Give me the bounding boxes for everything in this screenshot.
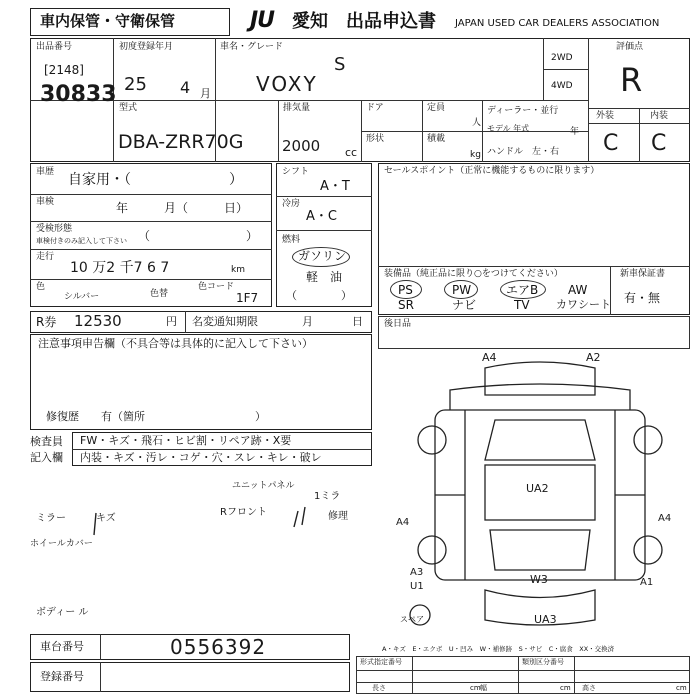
drive-4wd: 4WD (551, 81, 573, 91)
cm-unit-2: cm (560, 684, 571, 692)
hood-outline (450, 384, 630, 410)
tax-month: 月 (302, 315, 313, 328)
chassis-label: 車台番号 (40, 640, 84, 653)
mileage-label: 走行 (36, 252, 55, 262)
tax-day: 日 (352, 315, 363, 328)
shift-label: シフト (282, 167, 310, 177)
hw-note-scratch: キズ (96, 513, 116, 524)
color-value: シルバー (64, 292, 100, 302)
first-reg-label: 初度登録年月 (119, 42, 174, 52)
registration-label: 登録番号 (40, 670, 84, 683)
body-outline (435, 410, 645, 580)
lot-label: 出品番号 (36, 42, 73, 52)
hw-strokes (80, 505, 380, 555)
entry-label: 記入欄 (30, 451, 63, 464)
dmg-mark-a4-top: A4 (482, 351, 497, 364)
capacity-unit: 人 (472, 118, 482, 128)
height-label: 高さ (582, 684, 596, 692)
equipment-label: 装備品（純正品に限り○をつけてください） (384, 269, 563, 279)
hw-note-wheelcover: ホイールカバー (30, 539, 93, 549)
windshield-outline (485, 420, 595, 460)
equip-airbag: エアB (506, 283, 539, 297)
circle-ps (390, 280, 422, 299)
equip-seat: カワシート (556, 298, 611, 311)
dmg-mark-ua2: UA2 (526, 482, 549, 495)
fuel-diesel: 軽 油 (306, 270, 343, 284)
repair-label: 修復歴 有（箇所 ） (46, 410, 266, 423)
wheel-rl (418, 536, 446, 564)
hw-note-unitpanel: ユニットパネル (232, 481, 295, 491)
dmg-mark-a3: A3 (410, 567, 424, 578)
exterior-label: 外装 (596, 111, 615, 121)
color-code-label: 色コード (198, 282, 235, 292)
hw-note-rfront: Rフロント (220, 507, 267, 518)
history-value: 自家用・（ ） (68, 172, 243, 188)
cm-unit-3: cm (676, 684, 687, 692)
grade-value: R (620, 61, 643, 99)
wheel-fl (418, 426, 446, 454)
equip-pw: PW (452, 283, 472, 297)
ju-logo: JU (250, 8, 275, 33)
chassis-value: 0556392 (170, 635, 267, 659)
fuel-label: 燃料 (282, 235, 301, 245)
color-code-value: 1F7 (236, 291, 259, 305)
load-unit: kg (470, 150, 481, 160)
interior-value: C (651, 131, 667, 156)
car-name-label: 車名・グレード (220, 42, 284, 52)
displacement-unit: cc (345, 146, 358, 159)
dmg-mark-ua3: UA3 (534, 613, 557, 626)
car-name-value: VOXY (256, 72, 318, 96)
cooler-label: 冷房 (282, 199, 301, 209)
receive-label: 受検形態 (36, 224, 73, 234)
month-unit: 月 (200, 87, 211, 100)
r-label: R券 (36, 315, 57, 329)
dmg-mark-a4-left: A4 (396, 517, 410, 528)
dmg-mark-a2: A2 (586, 351, 601, 364)
interior-items: 内装・キズ・汚レ・コゲ・穴・スレ・キレ・破レ (80, 451, 322, 464)
cm-unit-1: cm (470, 684, 481, 692)
load-label: 積載 (427, 134, 446, 144)
dmg-mark-w3: W3 (530, 573, 548, 586)
model-year-label: モデル 年式 (487, 124, 530, 133)
hw-note-repair: 修理 (328, 511, 348, 522)
equip-sr: SR (398, 298, 414, 312)
inspection-label: 車検 (36, 197, 55, 207)
drive-2wd: 2WD (551, 53, 573, 63)
displacement-label: 排気量 (283, 103, 311, 113)
car-name-mark: S (334, 54, 346, 75)
equip-aw: AW (568, 283, 588, 297)
exterior-value: C (603, 131, 619, 156)
capacity-label: 定員 (427, 103, 446, 113)
r-value: 12530 (74, 312, 122, 330)
length-label: 長さ (372, 684, 386, 692)
handle-label: ハンドル 左・右 (487, 147, 560, 157)
org-name-en: JAPAN USED CAR DEALERS ASSOCIATION (455, 18, 660, 29)
dmg-mark-a1: A1 (640, 577, 654, 588)
yen: 円 (166, 315, 177, 328)
interior-label: 内装 (650, 111, 669, 121)
lot-number: 30833 (40, 82, 117, 107)
circle-pw (444, 280, 478, 299)
year-unit: 年 (570, 127, 580, 137)
sales-points-label: セールスポイント（正常に機能するものに限ります） (384, 166, 600, 176)
wheel-fr (634, 426, 662, 454)
hw-note-body: ボディー ル (36, 607, 89, 618)
exterior-items: FW・キズ・飛石・ヒビ割・リペア跡・X要 (80, 434, 292, 447)
grade-label: 評価点 (616, 42, 644, 52)
first-reg-year: 25 (124, 74, 147, 95)
equip-navi: ナビ (452, 298, 477, 312)
rear-label: 後日品 (384, 319, 412, 329)
type-num-label: 形式指定番号 (360, 658, 402, 666)
inspector-label: 検査員 (30, 435, 63, 448)
cooler-value: A・C (306, 209, 337, 224)
equip-ps: PS (398, 283, 413, 297)
wheel-rr (634, 536, 662, 564)
class-num-label: 類別区分番号 (522, 658, 564, 666)
fuel-value: ガソリン (298, 249, 347, 263)
equip-tv: TV (514, 298, 530, 312)
dmg-mark-u1: U1 (410, 581, 424, 592)
mileage-value: 10 万2 千7 6 7 (70, 260, 170, 276)
fuel-paren: （ ） (286, 289, 352, 302)
door-label: ドア (366, 103, 384, 113)
lot-bracket: [2148] (44, 63, 84, 77)
dealer-label: ディーラー・並行 (487, 106, 559, 116)
warranty-label: 新車保証書 (620, 269, 666, 279)
color-label: 色 (36, 282, 46, 292)
hw-note-mirror: ミラー (36, 513, 66, 524)
color-change-label: 色替 (150, 289, 169, 299)
mileage-unit: km (231, 265, 245, 275)
first-reg-month: 4 (180, 78, 191, 97)
width-label: 幅 (480, 684, 487, 692)
org-name-ja: 愛知 (292, 11, 328, 32)
name-change-label: 名変通知期限 (192, 315, 258, 328)
rear-box (378, 316, 690, 349)
model-label: 型式 (119, 103, 138, 113)
warranty-value: 有・無 (624, 291, 661, 305)
hw-note-mira: 1ミラ (314, 491, 341, 502)
damage-legend: A・キズ E・エクボ U・凹み W・補修跡 S・サビ C・腐食 XX・交換済 (382, 645, 615, 653)
shift-value: A・T (320, 179, 350, 194)
car-diagram (390, 350, 690, 640)
notes-label: 注意事項申告欄（不具合等は具体的に記入して下さい） (38, 337, 313, 350)
circle-airbag (500, 280, 546, 299)
front-bumper-outline (485, 362, 595, 395)
dmg-mark-a4-right: A4 (658, 513, 672, 524)
model-value: DBA-ZRR70G (118, 131, 244, 153)
spare-label: スペア (400, 615, 424, 624)
inspection-value: 年 月（ 日） (116, 201, 249, 215)
storage-title: 車内保管・守衛保管 (40, 12, 176, 30)
receive-note: 車検付きのみ記入して下さい (36, 237, 127, 245)
displacement-value: 2000 (282, 137, 321, 155)
shape-label: 形状 (366, 134, 385, 144)
receive-value: （ ） (138, 229, 259, 243)
rear-window-outline (490, 530, 590, 570)
history-label: 車歴 (36, 167, 55, 177)
form-title: 出品申込書 (346, 11, 436, 32)
